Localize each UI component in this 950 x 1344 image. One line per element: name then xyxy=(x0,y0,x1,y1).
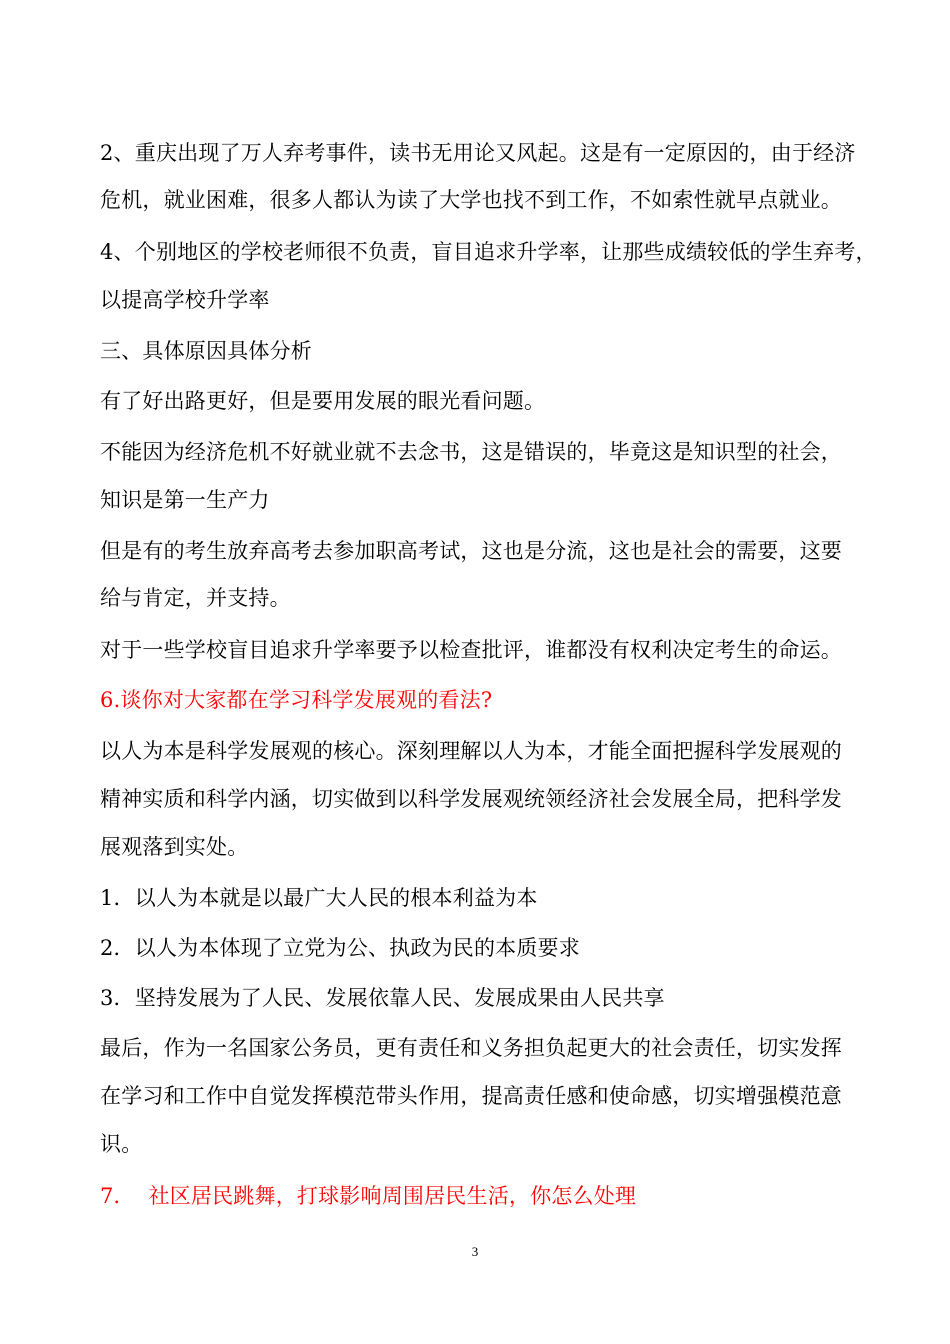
page-number: 3 xyxy=(471,1244,479,1259)
list-item: 1．以人为本就是以最广大人民的根本利益为本 xyxy=(100,886,538,910)
text-line: 对于一些学校盲目追求升学率要予以检查批评，谁都没有权利决定考生的命运。 xyxy=(100,638,842,662)
section-heading: 三、具体原因具体分析 xyxy=(100,339,312,363)
text-line: 给与肯定，并支持。 xyxy=(100,586,291,610)
list-item: 3．坚持发展为了人民、发展依靠人民、发展成果由人民共享 xyxy=(100,986,665,1010)
question-heading: 7． 社区居民跳舞，打球影响周围居民生活，你怎么处理 xyxy=(100,1184,637,1208)
text-line: 但是有的考生放弃高考去参加职高考试，这也是分流，这也是社会的需要，这要 xyxy=(100,539,842,563)
text-line: 展观落到实处。 xyxy=(100,835,249,859)
text-line: 2、重庆出现了万人弃考事件，读书无用论又风起。这是有一定原因的，由于经济 xyxy=(100,141,856,165)
text-line: 4、个别地区的学校老师很不负责，盲目追求升学率，让那些成绩较低的学生弃考， xyxy=(100,240,877,264)
text-line: 识。 xyxy=(100,1132,143,1156)
text-line: 最后，作为一名国家公务员，更有责任和义务担负起更大的社会责任，切实发挥 xyxy=(100,1036,842,1060)
text-line: 在学习和工作中自觉发挥模范带头作用，提高责任感和使命感，切实增强模范意 xyxy=(100,1084,842,1108)
text-line: 危机，就业困难，很多人都认为读了大学也找不到工作，不如索性就早点就业。 xyxy=(100,188,842,212)
question-heading: 6.谈你对大家都在学习科学发展观的看法? xyxy=(100,688,493,712)
text-line: 有了好出路更好，但是要用发展的眼光看问题。 xyxy=(100,389,546,413)
list-item: 2．以人为本体现了立党为公、执政为民的本质要求 xyxy=(100,936,580,960)
text-line: 知识是第一生产力 xyxy=(100,488,270,512)
text-line: 精神实质和科学内涵，切实做到以科学发展观统领经济社会发展全局，把科学发 xyxy=(100,787,842,811)
text-line: 以提高学校升学率 xyxy=(100,288,270,312)
text-line: 以人为本是科学发展观的核心。深刻理解以人为本，才能全面把握科学发展观的 xyxy=(100,739,842,763)
text-line: 不能因为经济危机不好就业就不去念书，这是错误的，毕竟这是知识型的社会， xyxy=(100,440,842,464)
